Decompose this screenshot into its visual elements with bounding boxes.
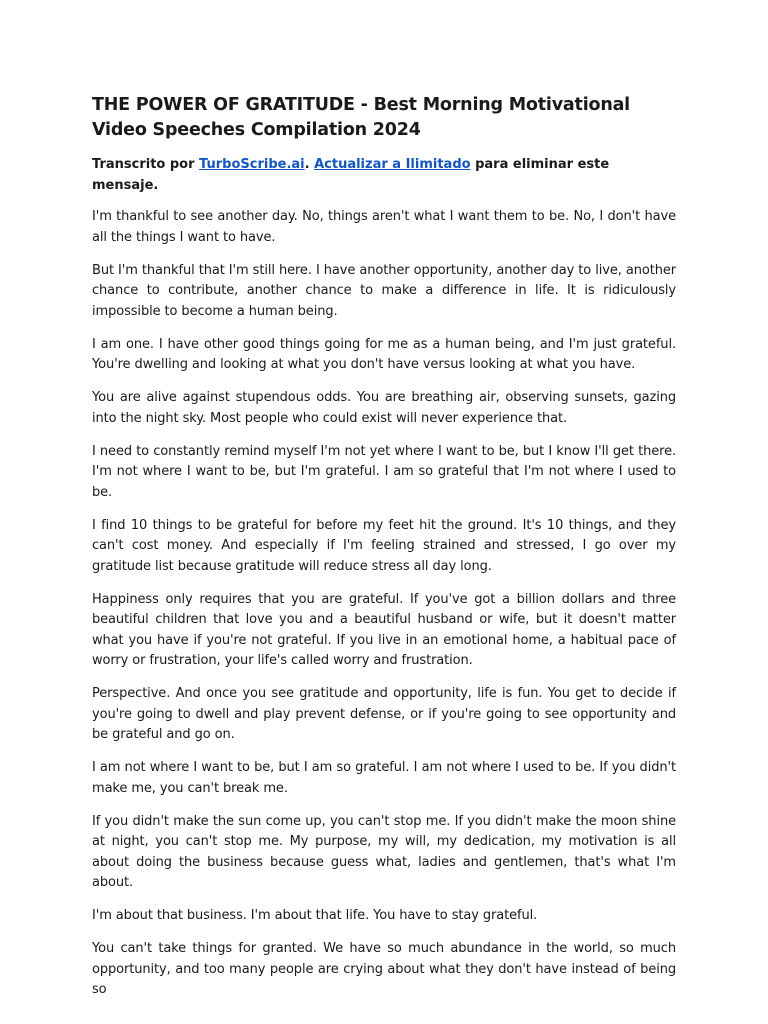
transcript-paragraph: You can't take things for granted. We have so much abundance in the world, so much opportunity, and too many people are crying about what they don't have instead of being so [92, 941, 676, 997]
transcript-paragraph: But I'm thankful that I'm still here. I have another opportunity, another day to live, another chance to contribute, another chance to make a difference in life. It is ridiculously impossible to become a human being. [92, 262, 676, 319]
transcription-notice [92, 155, 676, 196]
transcript-paragraph: I find 10 things to be grateful for before my feet hit the ground. It's 10 things, and they can't cost money. And especially if I'm feeling strained and stressed, I go over my gratitude list because gratitude will reduce stress all day long. [92, 517, 676, 574]
transcript-paragraph: Perspective. And once you see gratitude and opportunity, life is fun. You get to decide if you're going to dwell and play prevent defense, or if you're going to see opportunity and be grateful and go on. [92, 686, 676, 742]
transcript-paragraph: I am one. I have other good things going for me as a human being, and I'm just grateful. You're dwelling and looking at what you don't have versus looking at what you have. [92, 336, 676, 372]
transcript-paragraph: I'm thankful to see another day. No, things aren't what I want them to be. No, I don't have all the things I want to have. [92, 209, 676, 245]
transcript-paragraph: If you didn't make the sun come up, you can't stop me. If you didn't make the moon shine at night, you can't stop me. My purpose, my will, my dedication, my motivation is all about doing the business because guess what, ladies and gentlemen, that's what I'm about. [92, 813, 676, 890]
notice-separator: . [304, 157, 315, 172]
transcript-paragraph: I am not where I want to be, but I am so grateful. I am not where I used to be. If you didn't make me, you can't break me. [92, 760, 676, 796]
transcript-paragraph: You are alive against stupendous odds. You are breathing air, observing sunsets, gazing into the night sky. Most people who could exist will never experience that. [92, 390, 676, 426]
transcript-paragraph: I need to constantly remind myself I'm not yet where I want to be, but I know I'll get there. I'm not where I want to be, but I'm grateful. I am so grateful that I'm not where I used to be. [92, 443, 676, 500]
turboscribe-link[interactable]: TurboScribe.ai [199, 157, 305, 172]
upgrade-unlimited-link[interactable]: Actualizar a Ilimitado [314, 157, 471, 172]
document-title: THE POWER OF GRATITUDE - Best Morning Motivational Video Speeches Compilation 2024 [92, 95, 630, 140]
transcript-paragraph: Happiness only requires that you are grateful. If you've got a billion dollars and three beautiful children that love you and a beautiful husband or wife, but it doesn't matter what you have if you're not grateful. If you live in an emotional home, a habitual pace of worry or frustration, your life's called worry and frustration. [92, 591, 676, 668]
transcript-paragraph: I'm about that business. I'm about that life. You have to stay grateful. [92, 908, 538, 923]
notice-prefix: Transcrito por [92, 157, 200, 172]
notice-suffix: para eliminar este mensaje. [92, 157, 610, 193]
